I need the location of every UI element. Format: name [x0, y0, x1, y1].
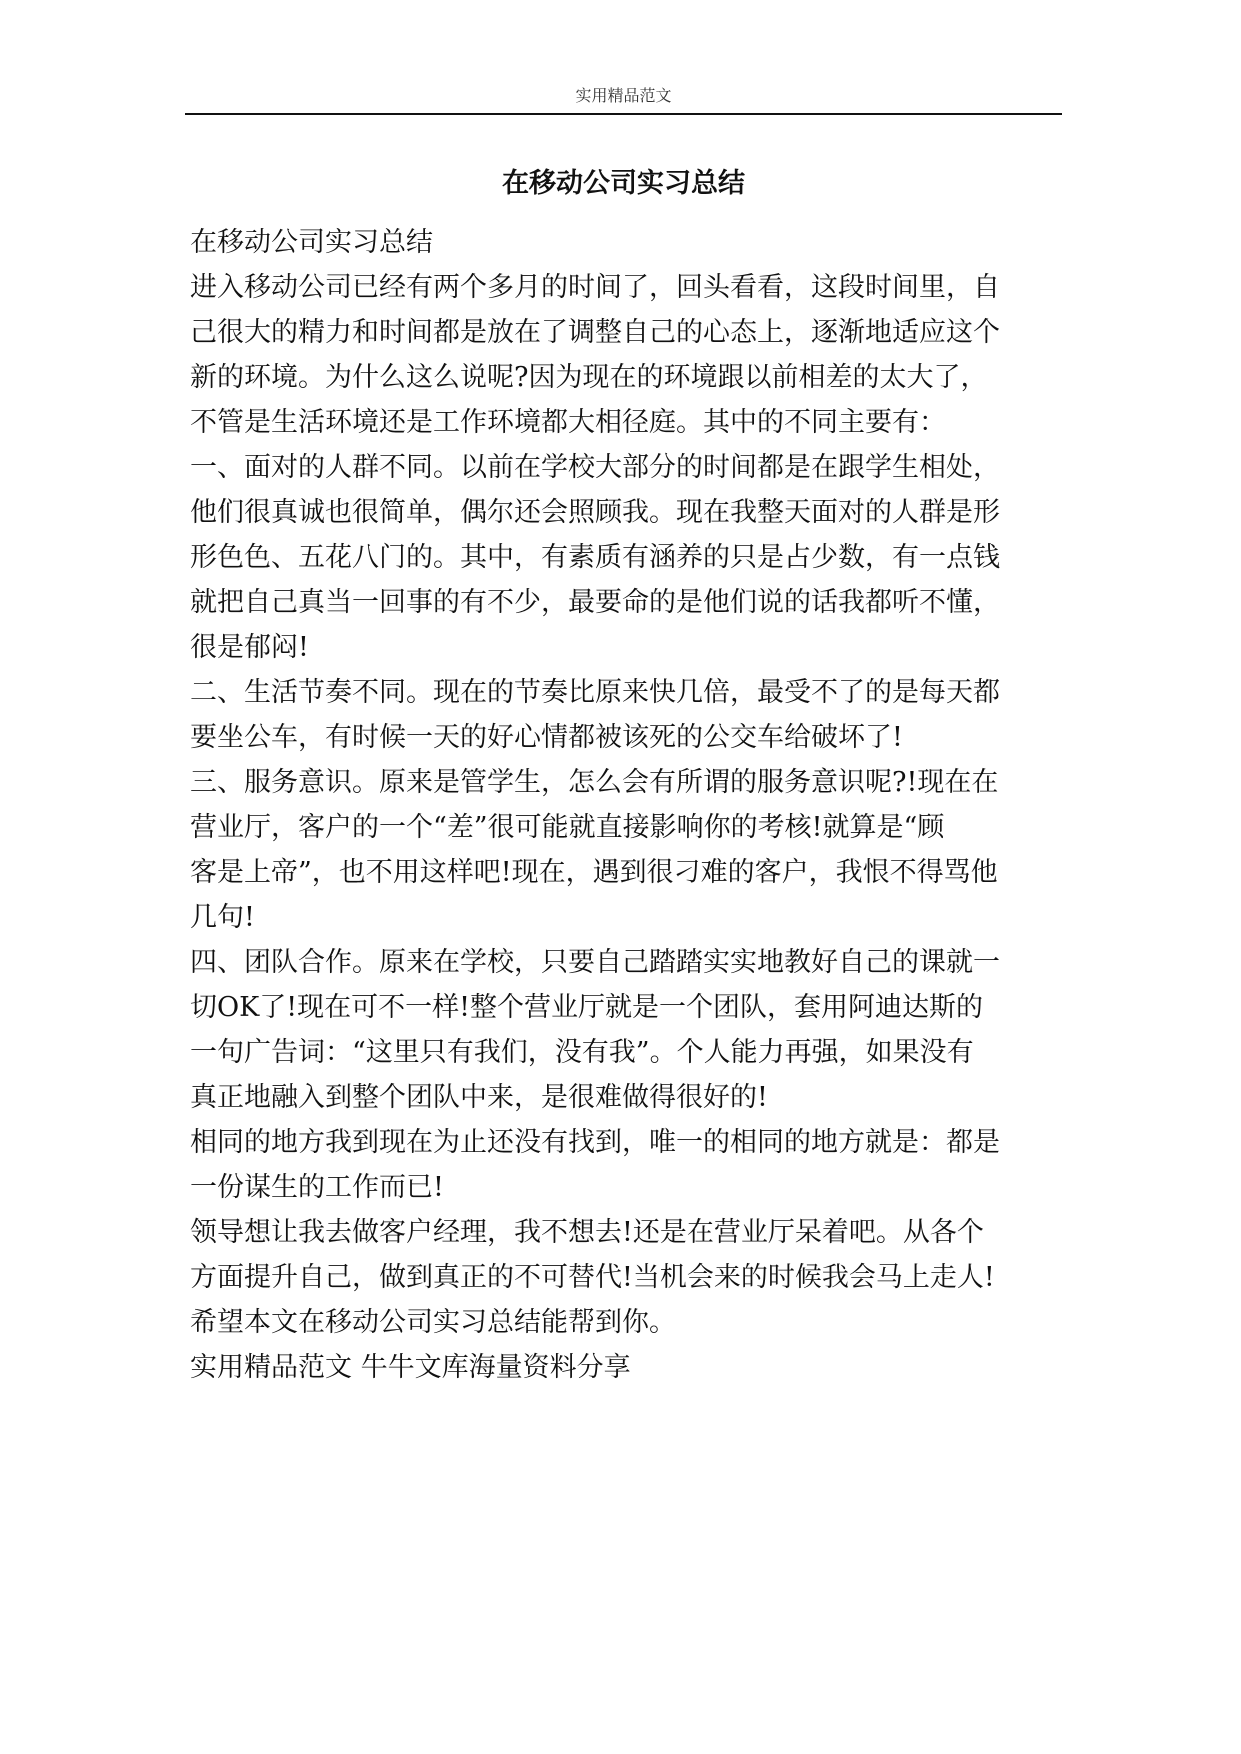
- running-header: 实用精品范文: [575, 86, 672, 105]
- body-line: 客是上帝”，也不用这样吧!现在，遇到很刁难的客户，我恨不得骂他: [190, 857, 998, 888]
- body-line: 二、生活节奏不同。现在的节奏比原来快几倍，最受不了的是每天都: [190, 677, 1000, 708]
- body-line: 形色色、五花八门的。其中，有素质有涵养的只是占少数，有一点钱: [190, 542, 1000, 573]
- body-line: 在移动公司实习总结: [190, 227, 433, 258]
- body-line: 新的环境。为什么这么说呢?因为现在的环境跟以前相差的太大了，: [190, 362, 988, 393]
- body-line: 一、面对的人群不同。以前在学校大部分的时间都是在跟学生相处，: [190, 452, 1000, 483]
- body-line: 方面提升自己，做到真正的不可替代!当机会来的时候我会马上走人!: [190, 1262, 995, 1293]
- body-line: 一句广告词：“这里只有我们，没有我”。个人能力再强，如果没有: [190, 1037, 974, 1068]
- body-line: 领导想让我去做客户经理，我不想去!还是在营业厅呆着吧。从各个: [190, 1217, 984, 1248]
- body-line: 不管是生活环境还是工作环境都大相径庭。其中的不同主要有：: [190, 407, 946, 438]
- body-line: 真正地融入到整个团队中来，是很难做得很好的!: [190, 1082, 768, 1113]
- footer-line: 实用精品范文 牛牛文库海量资料分享: [190, 1352, 631, 1383]
- body-line: 相同的地方我到现在为止还没有找到，唯一的相同的地方就是：都是: [190, 1127, 1000, 1158]
- body-line: 进入移动公司已经有两个多月的时间了，回头看看，这段时间里，自: [190, 272, 1000, 303]
- body-line: 营业厅，客户的一个“差”很可能就直接影响你的考核!就算是“顾: [190, 812, 945, 843]
- body-line: 希望本文在移动公司实习总结能帮到你。: [190, 1307, 676, 1338]
- body-line: 很是郁闷!: [190, 632, 309, 663]
- body-line: 三、服务意识。原来是管学生，怎么会有所谓的服务意识呢?!现在在: [190, 767, 999, 798]
- header-divider: [185, 113, 1062, 115]
- body-line: 切OK了!现在可不一样!整个营业厅就是一个团队，套用阿迪达斯的: [190, 992, 984, 1023]
- body-line: 他们很真诚也很简单，偶尔还会照顾我。现在我整天面对的人群是形: [190, 497, 1000, 528]
- document-title: 在移动公司实习总结: [502, 168, 745, 199]
- body-line: 己很大的精力和时间都是放在了调整自己的心态上，逐渐地适应这个: [190, 317, 1000, 348]
- document-body: [190, 220, 1065, 1390]
- body-line: 要坐公车，有时候一天的好心情都被该死的公交车给破坏了!: [190, 722, 903, 753]
- body-line: 就把自己真当一回事的有不少，最要命的是他们说的话我都听不懂，: [190, 587, 1000, 618]
- body-line: 四、团队合作。原来在学校，只要自己踏踏实实地教好自己的课就一: [190, 947, 1000, 978]
- body-line: 一份谋生的工作而已!: [190, 1172, 444, 1203]
- body-line: 几句!: [190, 902, 255, 933]
